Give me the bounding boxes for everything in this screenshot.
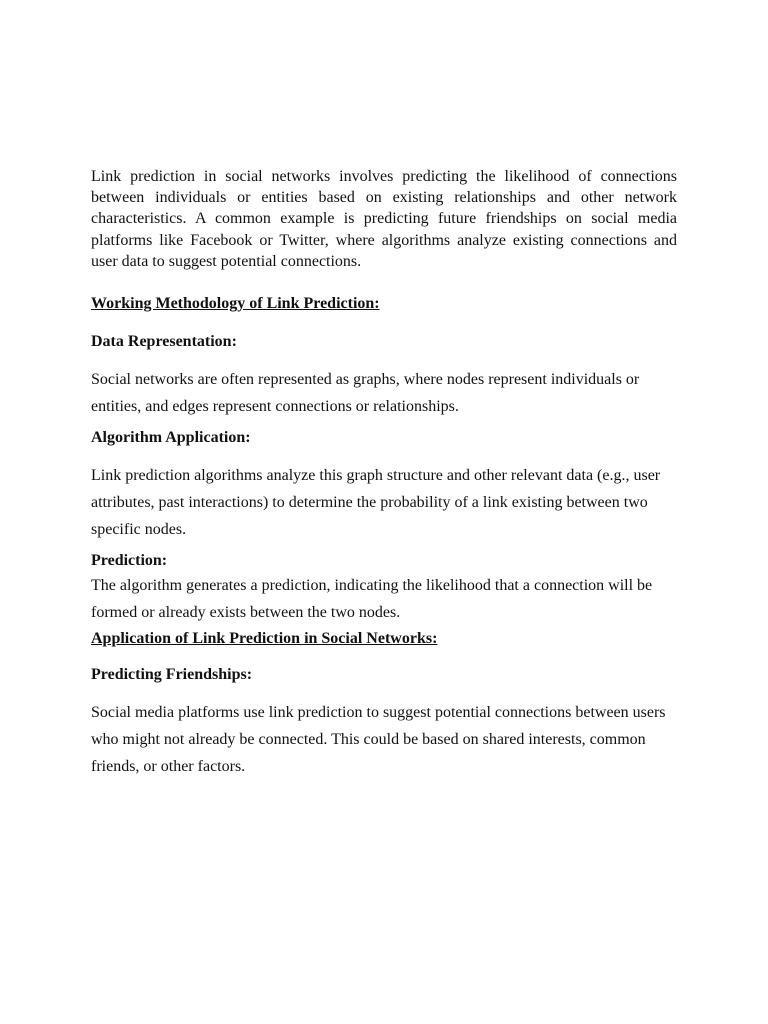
data-representation-text: Social networks are often represented as graphs, where nodes represent individuals or entities, and edges represent connections or relationships. bbox=[91, 371, 640, 416]
prediction-heading: Prediction: bbox=[91, 552, 168, 570]
predicting-friendships-text: Social media platforms use link prediction to suggest potential connections between users who might not already be connected. This could be based on shared interests, common friends, or other factors. bbox=[91, 704, 666, 776]
document-page bbox=[91, 166, 677, 780]
intro-paragraph: Link prediction in social networks involves predicting the likelihood of connections between individuals or entities based on existing relationships and other network characteristics. A common example is predicting future friendships on social media platforms like Facebook or Twitter, where algorithms analyze existing connections and user data to suggest potential connections. bbox=[91, 168, 677, 270]
methodology-heading: Working Methodology of Link Prediction: bbox=[91, 295, 380, 313]
application-heading: Application of Link Prediction in Social Networks: bbox=[91, 630, 438, 648]
algorithm-application-text: Link prediction algorithms analyze this graph structure and other relevant data (e.g., user attributes, past interactions) to determine the probability of a link existing between two specific nodes. bbox=[91, 467, 661, 539]
algorithm-application-heading: Algorithm Application: bbox=[91, 429, 251, 447]
data-representation-heading: Data Representation: bbox=[91, 333, 237, 351]
predicting-friendships-heading: Predicting Friendships: bbox=[91, 666, 253, 684]
prediction-text: The algorithm generates a prediction, indicating the likelihood that a connection will be formed or already exists between the two nodes. bbox=[91, 577, 653, 622]
